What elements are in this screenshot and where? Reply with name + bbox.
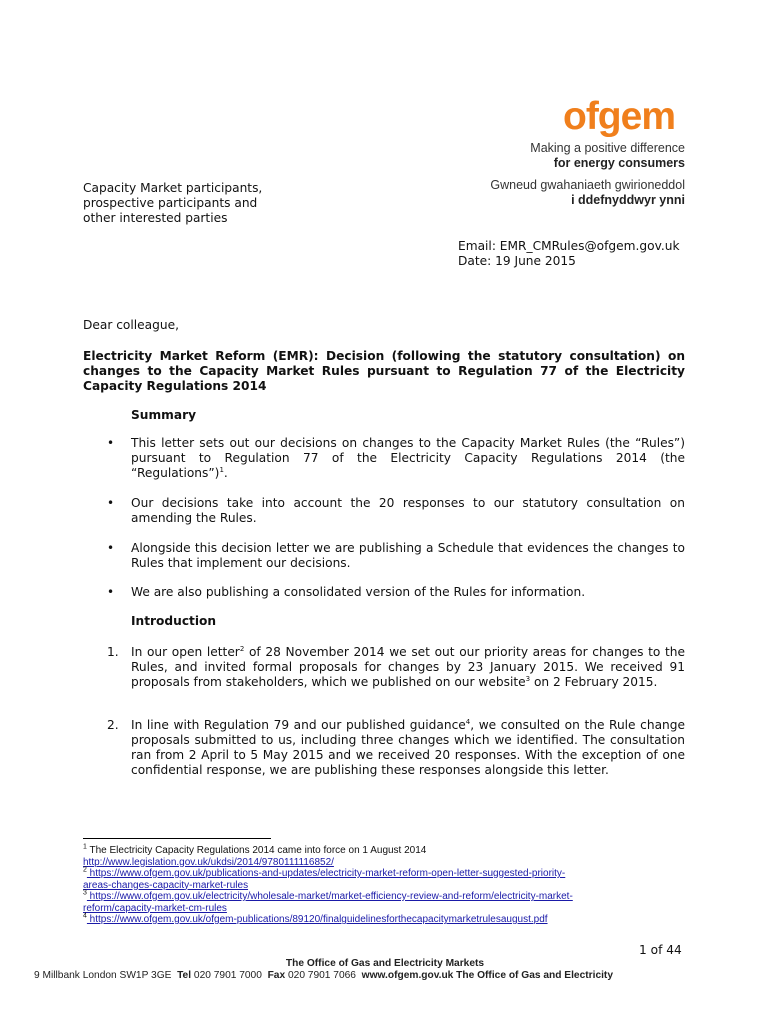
letter-title: Electricity Market Reform (EMR): Decision (following the statutory consultation) on changes to the Capacity Market Rules pursuant to Regulation 77 of the Electricity Capacity Regulations 2014 — [83, 349, 685, 393]
tagline-cy-2: i ddefnyddwyr ynni — [571, 193, 685, 207]
footnote-1-link[interactable]: http://www.legislation.gov.uk/ukdsi/2014/9780111116852/ — [83, 856, 334, 868]
footnotes — [83, 845, 693, 926]
summary-bullet: Our decisions take into account the 20 responses to our statutory consultation on amending the Rules. — [131, 496, 685, 525]
footer-org: The Office of Gas and Electricity Markets — [285, 958, 485, 969]
footnote-divider — [83, 838, 271, 839]
footnote-4: $^4$ https://www.ofgem.gov.uk/ofgem-publications/89120/finalguidelinesforthecapacitymarketrulesaugust.pdf — [83, 912, 548, 925]
paragraph-number: 1. — [107, 645, 119, 659]
summary-bullet: We are also publishing a consolidated version of the Rules for information. — [131, 585, 586, 599]
recipient-block — [83, 181, 262, 226]
recipient-line: prospective participants and — [83, 196, 258, 210]
bullet-marker: • — [107, 496, 115, 510]
tagline-en-2: for energy consumers — [553, 156, 685, 170]
recipient-line: Capacity Market participants, — [83, 181, 263, 195]
footnote-3-link[interactable]: https://www.ofgem.gov.uk/electricity/wholesale-market/market-efficiency-review-and-reform/electricity-market- — [86, 891, 573, 902]
recipient-line: other interested parties — [83, 211, 228, 225]
intro-paragraph-2: In line with Regulation 79 and our published guidance$^4$, we consulted on the Rule change proposals submitted to us, including three changes which we identified. The consultation ran from 2 April to 5 May 2015 and we received 20 responses. With the exception of one confidential response, we are publishing these responses alongside this letter. — [131, 717, 685, 777]
footer-web[interactable]: www.ofgem.gov.uk The Office of Gas and Electricity — [361, 970, 613, 981]
footnote-2-link-cont[interactable]: areas-changes-capacity-market-rules — [83, 879, 249, 891]
email-line: Email: EMR_CMRules@ofgem.gov.uk — [458, 239, 680, 253]
tagline-en-1: Making a positive difference — [530, 141, 685, 155]
introduction-heading: Introduction — [131, 614, 217, 628]
footnote-3-link-cont[interactable]: reform/capacity-market-cm-rules — [83, 902, 227, 914]
bullet-marker: • — [107, 436, 115, 450]
summary-bullet: This letter sets out our decisions on changes to the Capacity Market Rules (the “Rules”) pursuant to Regulation 77 of the Electricity Capacity Regulations 2014 (the “Regulations”)$^1$. — [131, 436, 685, 480]
footnote-2-link[interactable]: https://www.ofgem.gov.uk/publications-and-updates/electricity-market-reform-open-letter-suggested-priority- — [86, 868, 566, 879]
page-number: 1 of 44 — [639, 943, 682, 957]
summary-heading: Summary — [131, 408, 197, 422]
footnote-3: $^3$ https://www.ofgem.gov.uk/electricity/wholesale-market/market-efficiency-review-and-reform/electricity-market- — [83, 889, 573, 902]
footer-contact: 9 Millbank London SW1P 3GE Tel 020 7901 7000 Fax 020 7901 7066 www.ofgem.gov.uk The Office of Gas and Electricity — [34, 970, 613, 981]
footnote-2: $^2$ https://www.ofgem.gov.uk/publications-and-updates/electricity-market-reform-open-letter-suggested-priority- — [83, 866, 566, 879]
paragraph-number: 2. — [107, 718, 119, 732]
summary-bullet: Alongside this decision letter we are publishing a Schedule that evidences the changes to Rules that implement our decisions. — [131, 541, 685, 570]
footnote-1: $^1$ The Electricity Capacity Regulations 2014 came into force on 1 August 2014 — [83, 843, 427, 856]
intro-paragraph-1: In our open letter$^2$ of 28 November 2014 we set out our priority areas for changes to the Rules, and invited formal proposals for changes by 23 January 2015. We received 91 proposals from stakeholders, which we published on our website$^3$ on 2 February 2015. — [131, 644, 685, 689]
bullet-marker: • — [107, 585, 115, 599]
salutation: Dear colleague, — [83, 318, 179, 332]
footnote-4-link[interactable]: https://www.ofgem.gov.uk/ofgem-publications/89120/finalguidelinesforthecapacitymarketrulesaugust.pdf — [86, 914, 548, 925]
tagline-cy-1: Gwneud gwahaniaeth gwirioneddol — [490, 178, 685, 192]
bullet-marker: • — [107, 541, 115, 555]
ofgem-logo: ofgem — [563, 95, 675, 138]
meta-block — [458, 239, 680, 269]
date-line: Date: 19 June 2015 — [458, 254, 576, 268]
